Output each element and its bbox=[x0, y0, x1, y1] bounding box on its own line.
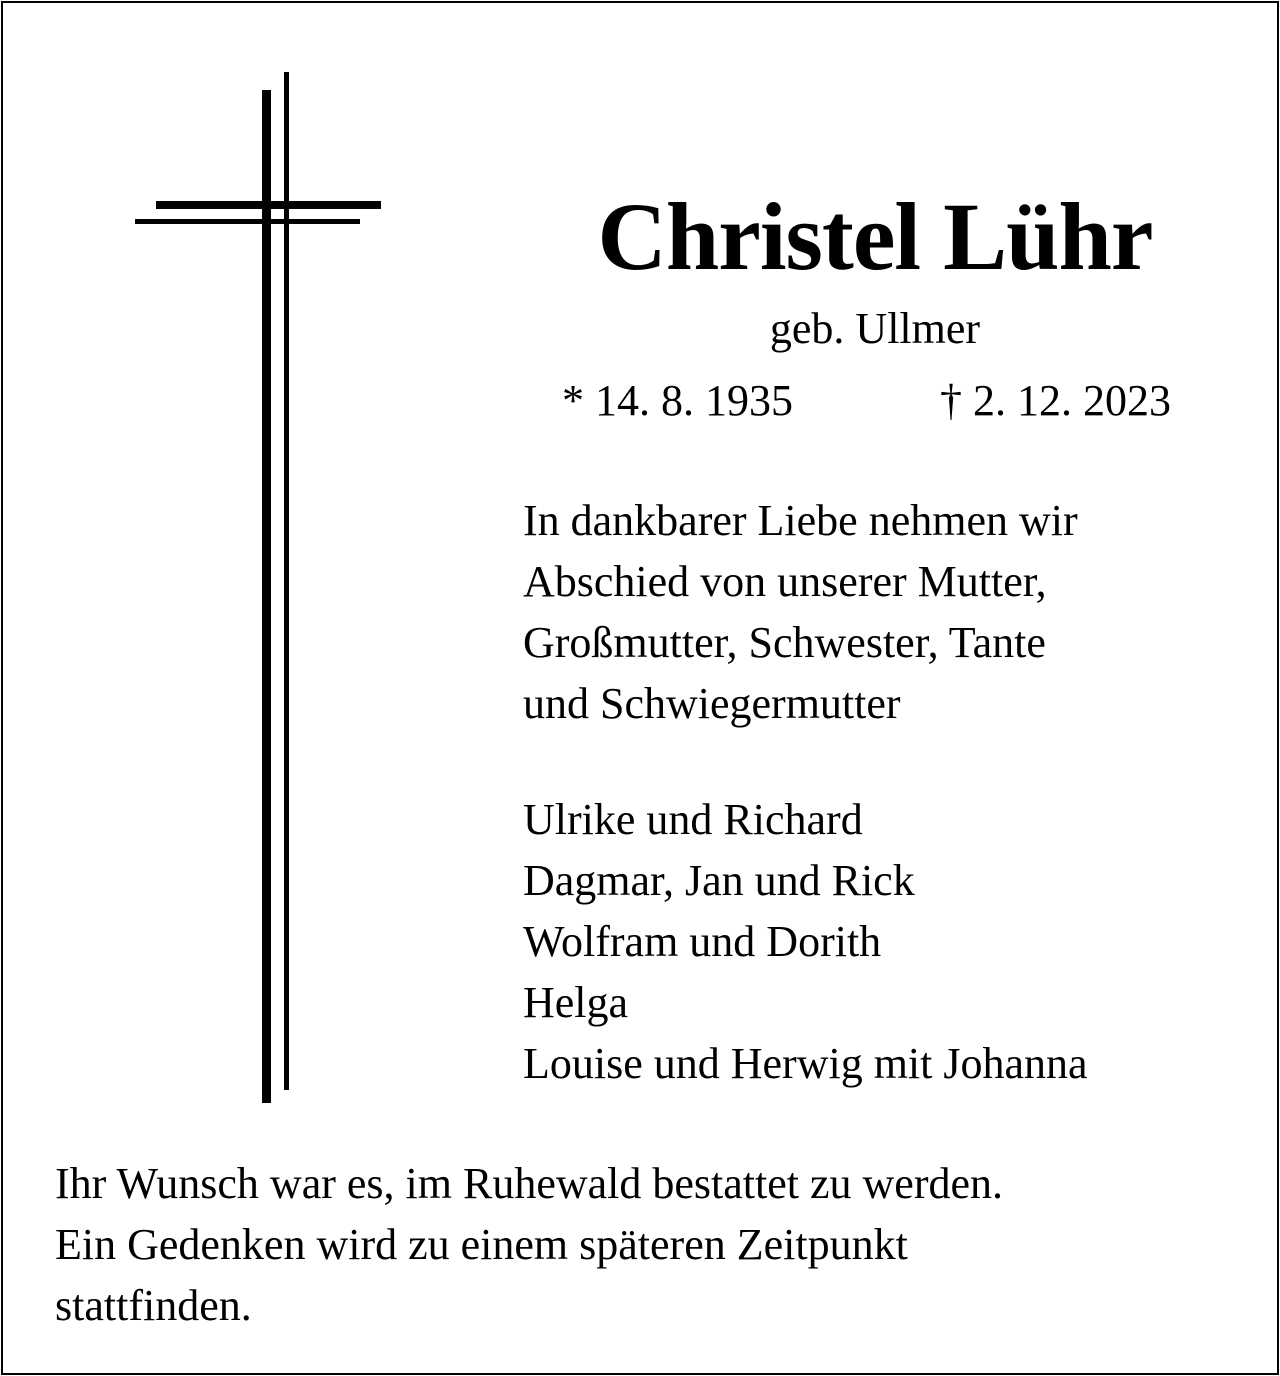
message-line: Abschied von unserer Mutter, bbox=[523, 557, 1047, 606]
farewell-message bbox=[523, 490, 1078, 734]
message-line: Großmutter, Schwester, Tante bbox=[523, 618, 1046, 667]
maiden-name: geb. Ullmer bbox=[769, 304, 981, 353]
message-line: In dankbarer Liebe nehmen wir bbox=[523, 496, 1078, 545]
mourner-line: Wolfram und Dorith bbox=[523, 917, 882, 966]
message-line: und Schwiegermutter bbox=[523, 679, 901, 728]
cross-vertical-thin-bar bbox=[284, 72, 289, 1090]
deceased-name: Christel Lühr bbox=[597, 183, 1153, 290]
mourner-line: Ulrike und Richard bbox=[523, 795, 863, 844]
cross-vertical-thick-bar bbox=[262, 90, 271, 1103]
mourner-line: Louise und Herwig mit Johanna bbox=[523, 1039, 1088, 1088]
burial-note-line: Ein Gedenken wird zu einem späteren Zeitpunkt bbox=[55, 1220, 908, 1269]
cross-icon bbox=[0, 0, 400, 1110]
mourners-list bbox=[523, 789, 1088, 1094]
mourner-line: Helga bbox=[523, 978, 629, 1027]
birth-date: * 14. 8. 1935 bbox=[562, 376, 793, 425]
burial-note-line: stattfinden. bbox=[55, 1281, 252, 1330]
burial-note bbox=[55, 1153, 1003, 1336]
cross-horizontal-thin-bar bbox=[135, 219, 360, 224]
death-date: † 2. 12. 2023 bbox=[940, 376, 1171, 425]
burial-note-line: Ihr Wunsch war es, im Ruhewald bestattet zu werden. bbox=[55, 1159, 1004, 1208]
cross-horizontal-thick-bar bbox=[156, 201, 381, 209]
mourner-line: Dagmar, Jan und Rick bbox=[523, 856, 915, 905]
